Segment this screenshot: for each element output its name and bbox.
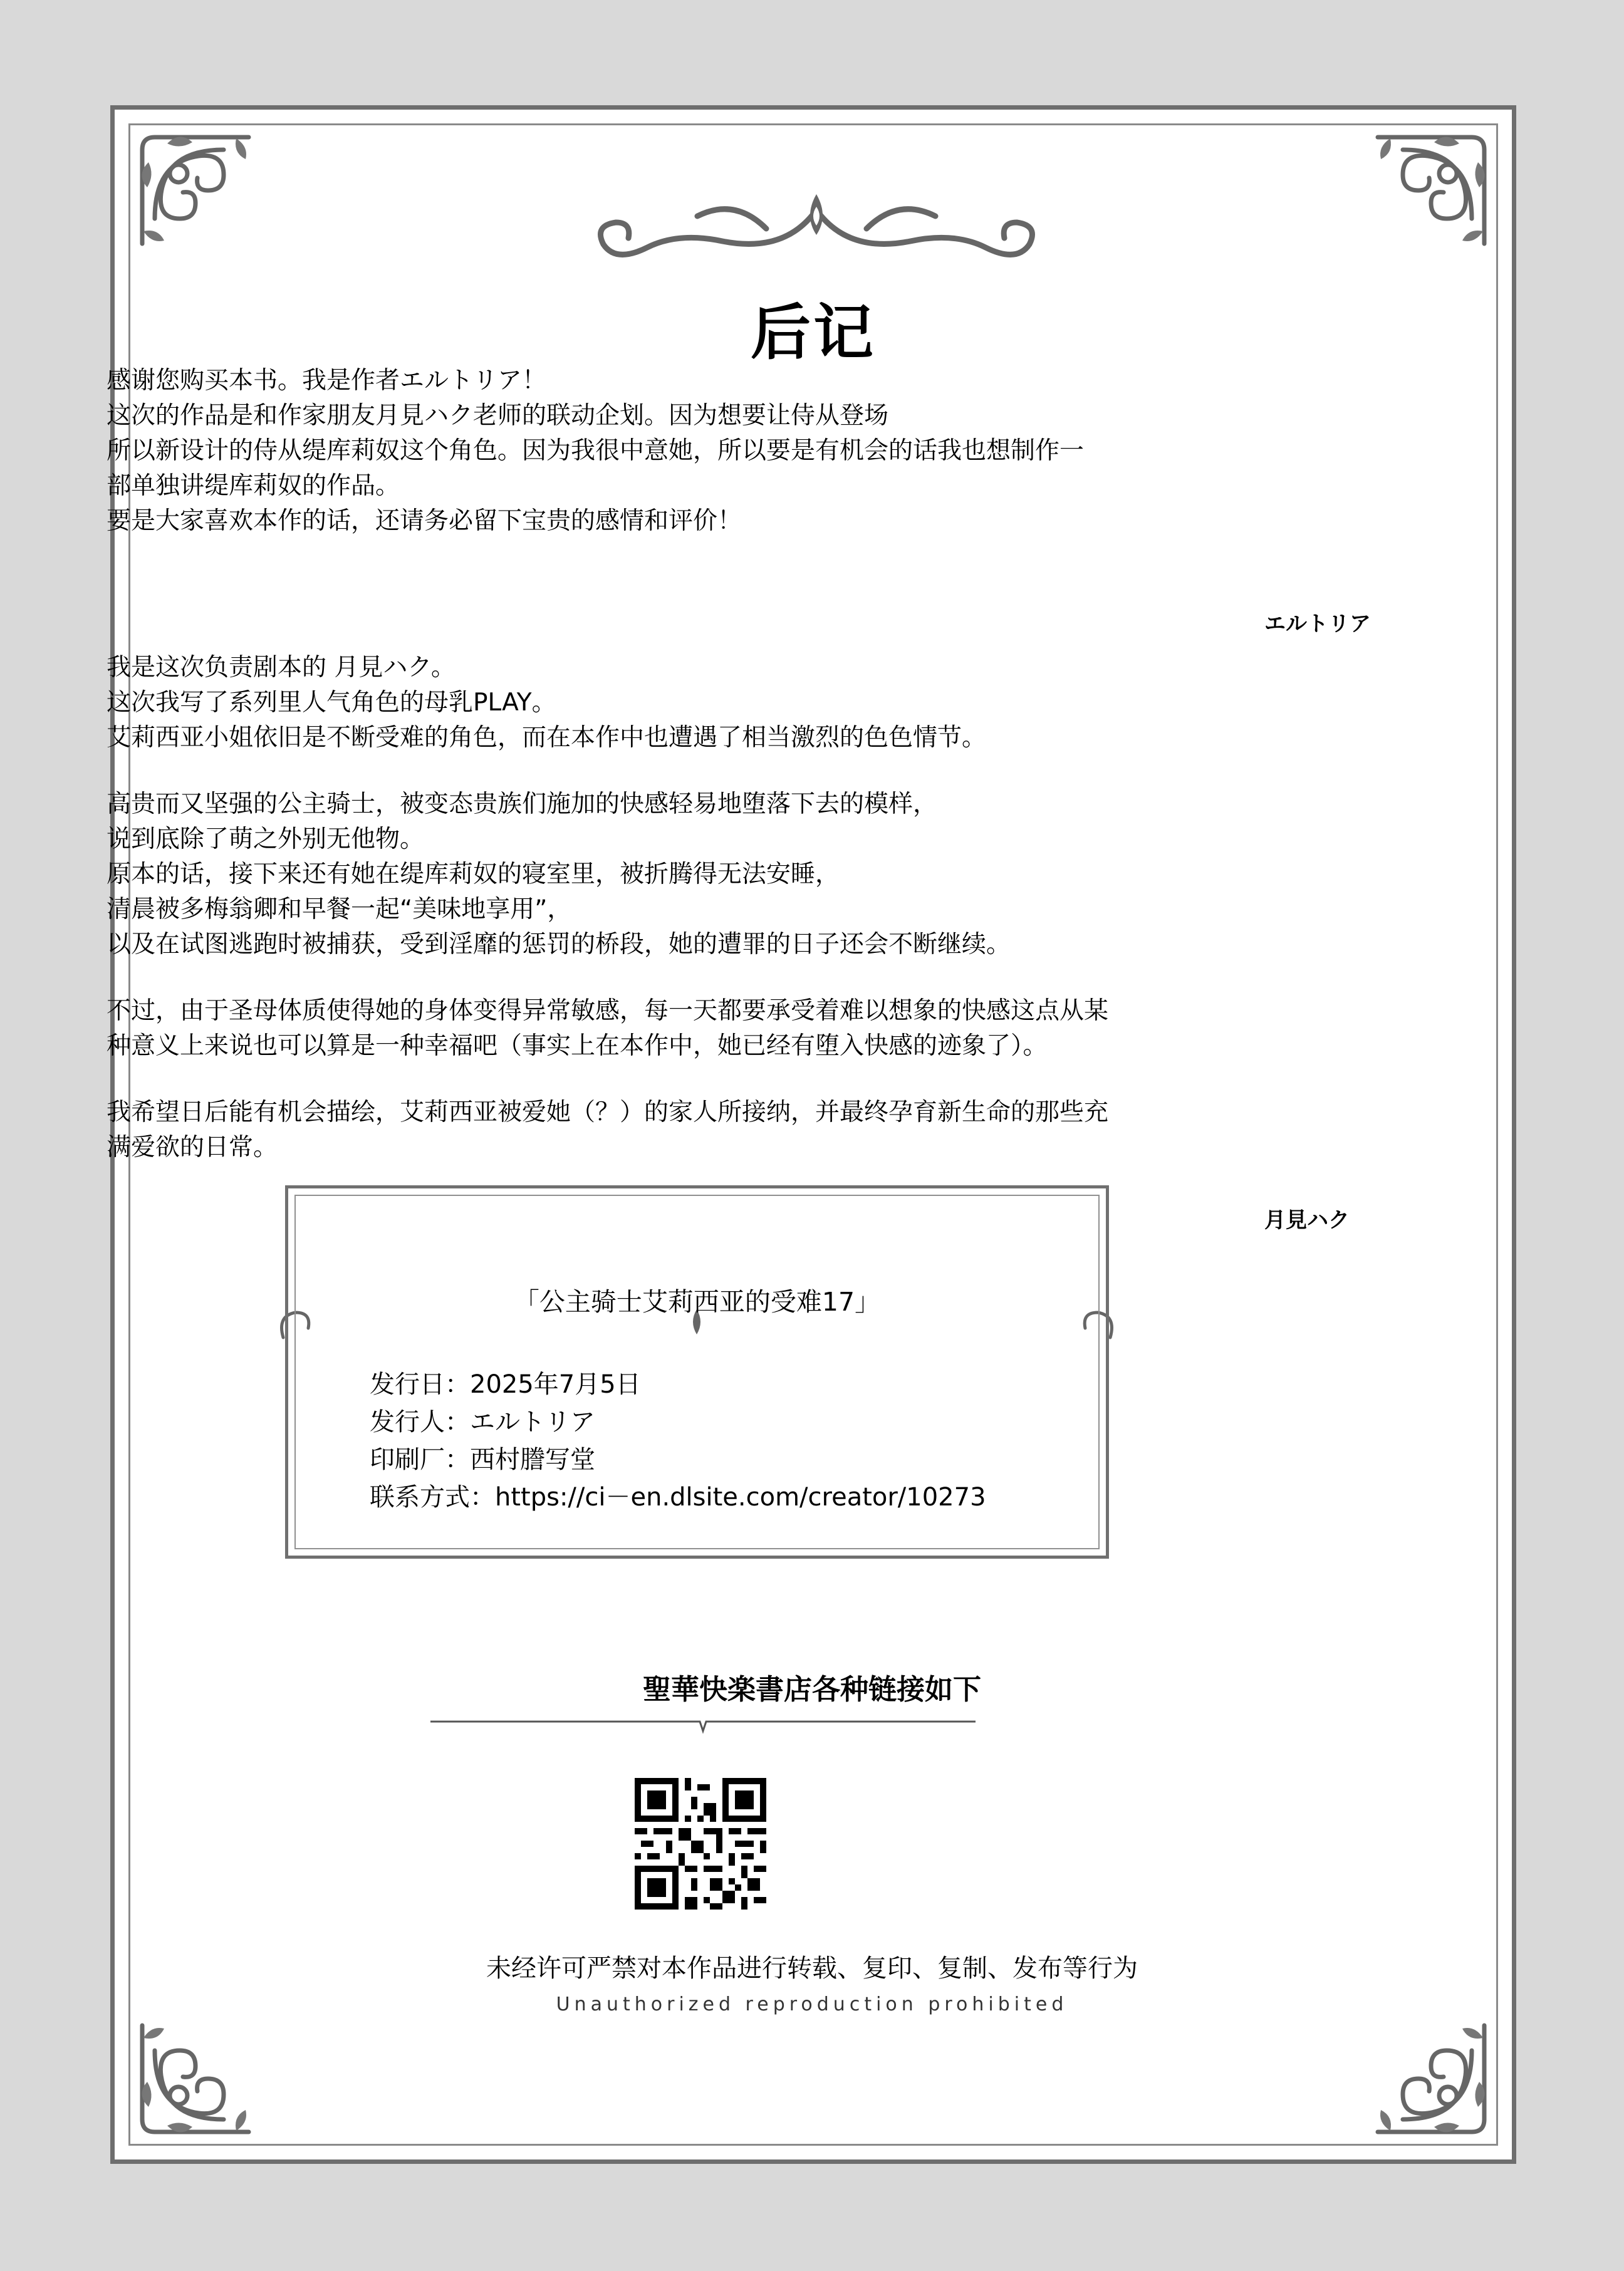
writer-note-line: 说到底除了萌之外别无他物。 — [107, 825, 425, 853]
links-heading: 聖華快楽書店各种链接如下 — [642, 1673, 981, 1706]
page-title: 后记 — [751, 298, 876, 368]
writer-note-line: 艾莉西亚小姐依旧是不断受难的角色，而在本作中也遭遇了相当激烈的色色情节。 — [107, 724, 987, 752]
author-note-line: 这次的作品是和作家朋友月見ハク老师的联动企划。因为想要让侍从登场 — [107, 402, 889, 430]
author-note-line: 所以新设计的侍从缇库莉奴这个角色。因为我很中意她，所以要是有机会的话我也想制作一 — [107, 437, 1085, 465]
writer-note-line: 这次我写了系列里人气角色的母乳PLAY。 — [107, 689, 556, 717]
writer-note — [107, 650, 1309, 1165]
corner-ornament-icon — [130, 2019, 255, 2144]
scroll-ornament-icon — [578, 185, 1054, 279]
writer-note-line: 高贵而又坚强的公主骑士，被变态贵族们施加的快感轻易地堕落下去的模样， — [107, 790, 938, 818]
writer-note-line: 满爱欲的日常。 — [107, 1133, 278, 1161]
copyright-notice-en: Unauthorized reproduction prohibited — [556, 1993, 1068, 2015]
corner-ornament-icon — [130, 125, 255, 250]
copyright-notice-cn: 未经许可严禁对本作品进行转载、复印、复制、发布等行为 — [486, 1954, 1138, 1983]
book-title: 「公主骑士艾莉西亚的受难17」 — [513, 1287, 881, 1317]
publish-date: 发行日：2025年7月5日 — [370, 1370, 641, 1399]
writer-note-line: 以及在试图逃跑时被捕获，受到淫靡的惩罚的桥段，她的遭罪的日子还会不断继续。 — [107, 930, 1011, 959]
contact-link[interactable]: 联系方式：https://ci－en.dlsite.com/creator/10273 — [370, 1483, 986, 1512]
author-signature: エルトリア — [1264, 611, 1371, 637]
corner-ornament-icon — [1372, 125, 1497, 250]
writer-note-line: 不过，由于圣母体质使得她的身体变得异常敏感，每一天都要承受着难以想象的快感这点从某 — [107, 997, 1109, 1025]
author-note-line: 部单独讲缇库莉奴的作品。 — [107, 472, 400, 500]
author-note-line: 感谢您购买本书。我是作者エルトリア！ — [107, 366, 547, 395]
printer: 印刷厂：西村謄写堂 — [370, 1445, 595, 1474]
writer-note-line: 原本的话，接下来还有她在缇库莉奴的寝室里，被折腾得无法安睡， — [107, 860, 840, 888]
divider — [430, 1720, 976, 1738]
author-note — [107, 363, 1309, 539]
publisher: 发行人：エルトリア — [370, 1408, 595, 1437]
author-note-line: 要是大家喜欢本作的话，还请务必留下宝贵的感情和评价！ — [107, 507, 742, 535]
corner-ornament-icon — [1372, 2019, 1497, 2144]
colophon-details — [370, 1366, 986, 1516]
writer-signature: 月見ハク — [1264, 1208, 1350, 1233]
writer-note-line: 清晨被多梅翁卿和早餐一起“美味地享用”， — [107, 895, 572, 923]
qr-code-icon[interactable] — [635, 1778, 766, 1910]
writer-note-line: 我是这次负责剧本的 月見ハク。 — [107, 653, 455, 682]
writer-note-line: 种意义上来说也可以算是一种幸福吧（事实上在本作中，她已经有堕入快感的迹象了）。 — [107, 1032, 1048, 1060]
writer-note-line: 我希望日后能有机会描绘，艾莉西亚被爱她（？）的家人所接纳，并最终孕育新生命的那些充 — [107, 1098, 1109, 1126]
